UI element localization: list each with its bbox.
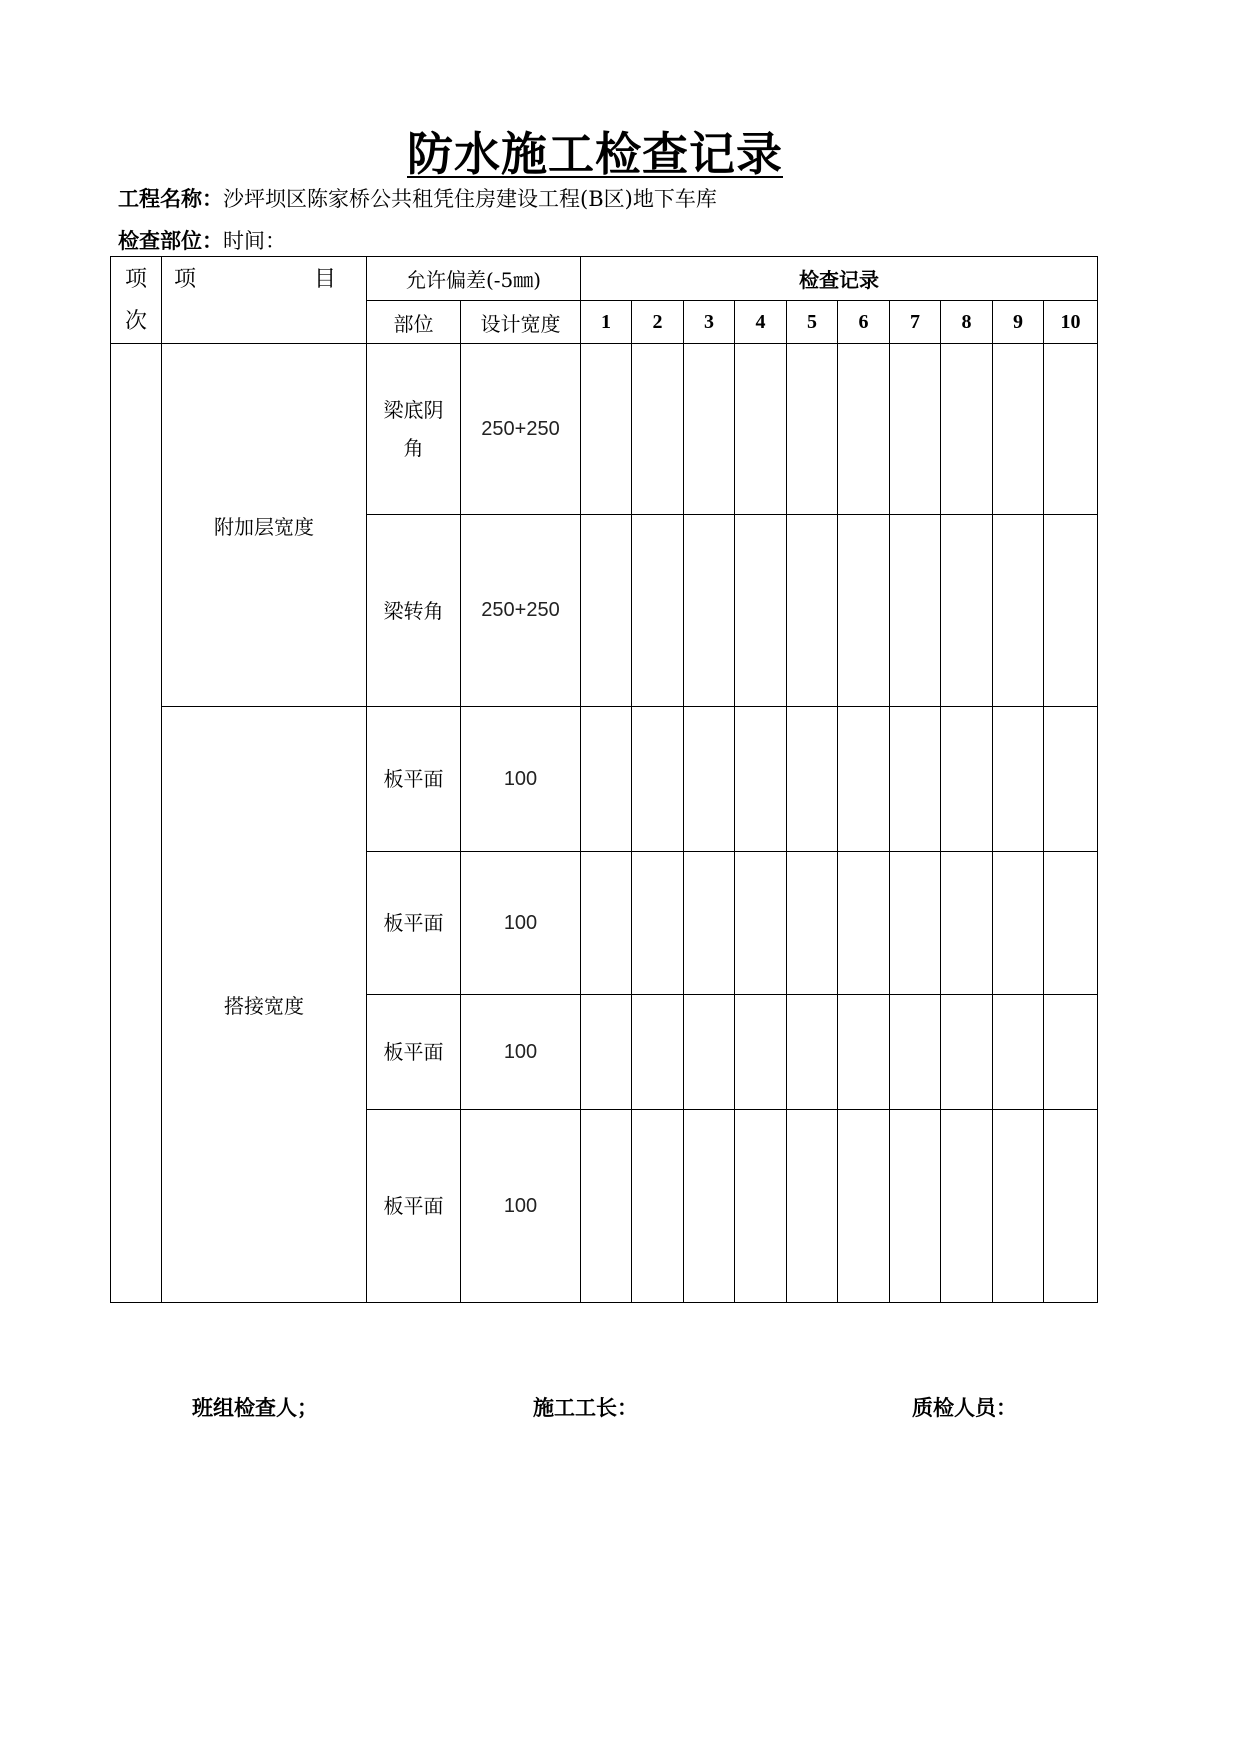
record-cell[interactable] <box>1044 995 1098 1110</box>
table-row <box>111 707 1098 852</box>
record-cell[interactable] <box>787 707 838 852</box>
design-width-cell: 250+250 <box>461 515 581 707</box>
record-number-6: 6 <box>838 301 890 344</box>
record-cell[interactable] <box>787 852 838 995</box>
record-cell[interactable] <box>632 995 684 1110</box>
header-check-record: 检查记录 <box>581 257 1098 301</box>
document-title <box>0 118 1190 184</box>
record-number-9: 9 <box>993 301 1044 344</box>
record-cell[interactable] <box>838 515 890 707</box>
part-cell: 板平面 <box>367 707 461 852</box>
record-number-3: 3 <box>684 301 735 344</box>
record-number-10: 10 <box>1044 301 1098 344</box>
design-width-cell: 100 <box>461 995 581 1110</box>
record-cell[interactable] <box>632 1110 684 1303</box>
project-value: 沙坪坝区陈家桥公共租凭住房建设工程(B区)地下车库 <box>223 187 717 211</box>
record-number-7: 7 <box>890 301 941 344</box>
record-cell[interactable] <box>735 344 787 515</box>
record-cell[interactable] <box>1044 344 1098 515</box>
design-width-cell: 100 <box>461 852 581 995</box>
record-cell[interactable] <box>632 515 684 707</box>
record-cell[interactable] <box>993 707 1044 852</box>
location-line <box>118 225 286 255</box>
inspection-table <box>110 256 1098 1303</box>
record-cell[interactable] <box>993 344 1044 515</box>
record-number-8: 8 <box>941 301 993 344</box>
record-cell[interactable] <box>581 995 632 1110</box>
record-cell[interactable] <box>735 995 787 1110</box>
group-name: 搭接宽度 <box>162 707 367 1303</box>
foreman-label: 施工工长： <box>533 1395 638 1420</box>
record-cell[interactable] <box>632 852 684 995</box>
record-cell[interactable] <box>838 707 890 852</box>
record-cell[interactable] <box>787 515 838 707</box>
record-cell[interactable] <box>890 515 941 707</box>
time-label: 时间： <box>223 229 286 253</box>
record-cell[interactable] <box>941 515 993 707</box>
record-cell[interactable] <box>684 515 735 707</box>
record-cell[interactable] <box>735 707 787 852</box>
record-number-2: 2 <box>632 301 684 344</box>
record-cell[interactable] <box>581 515 632 707</box>
record-cell[interactable] <box>838 1110 890 1303</box>
record-cell[interactable] <box>838 995 890 1110</box>
record-number-4: 4 <box>735 301 787 344</box>
record-cell[interactable] <box>1044 1110 1098 1303</box>
design-width-cell: 250+250 <box>461 344 581 515</box>
header-part: 部位 <box>367 301 461 344</box>
record-cell[interactable] <box>632 707 684 852</box>
xiangci-cell <box>111 344 162 1303</box>
record-cell[interactable] <box>993 515 1044 707</box>
title-text: 防水施工检查记录 <box>407 127 783 181</box>
part-line: 角 <box>403 436 424 460</box>
record-cell[interactable] <box>890 1110 941 1303</box>
header-item-left: 项 <box>174 267 197 292</box>
table-row <box>111 344 1098 515</box>
record-cell[interactable] <box>581 707 632 852</box>
quality-inspector-label: 质检人员： <box>912 1395 1017 1420</box>
header-xiangci-char: 项 <box>124 267 147 292</box>
design-width-cell: 100 <box>461 707 581 852</box>
record-cell[interactable] <box>581 344 632 515</box>
record-cell[interactable] <box>993 995 1044 1110</box>
record-cell[interactable] <box>1044 852 1098 995</box>
part-line: 梁底阴 <box>383 398 444 422</box>
record-cell[interactable] <box>838 852 890 995</box>
part-cell: 梁转角 <box>367 515 461 707</box>
record-cell[interactable] <box>581 852 632 995</box>
part-cell <box>367 344 461 515</box>
record-number-1: 1 <box>581 301 632 344</box>
part-cell: 板平面 <box>367 995 461 1110</box>
record-cell[interactable] <box>941 344 993 515</box>
record-cell[interactable] <box>735 515 787 707</box>
team-inspector-label: 班组检查人； <box>192 1395 318 1420</box>
record-cell[interactable] <box>787 1110 838 1303</box>
record-cell[interactable] <box>735 1110 787 1303</box>
part-cell: 板平面 <box>367 852 461 995</box>
record-cell[interactable] <box>890 344 941 515</box>
record-cell[interactable] <box>993 1110 1044 1303</box>
record-cell[interactable] <box>941 995 993 1110</box>
record-cell[interactable] <box>993 852 1044 995</box>
record-cell[interactable] <box>787 995 838 1110</box>
record-cell[interactable] <box>890 852 941 995</box>
record-cell[interactable] <box>890 707 941 852</box>
header-xiangci <box>111 257 162 344</box>
header-tolerance: 允许偏差(-5㎜) <box>367 257 581 301</box>
record-cell[interactable] <box>684 852 735 995</box>
record-cell[interactable] <box>941 1110 993 1303</box>
record-cell[interactable] <box>632 344 684 515</box>
record-cell[interactable] <box>684 995 735 1110</box>
project-label: 工程名称： <box>118 186 223 211</box>
record-cell[interactable] <box>1044 707 1098 852</box>
record-cell[interactable] <box>1044 515 1098 707</box>
record-cell[interactable] <box>941 707 993 852</box>
record-cell[interactable] <box>890 995 941 1110</box>
location-label: 检查部位： <box>118 228 223 253</box>
record-cell[interactable] <box>684 1110 735 1303</box>
header-design-width: 设计宽度 <box>461 301 581 344</box>
record-cell[interactable] <box>684 344 735 515</box>
header-item-right: 目 <box>313 267 336 292</box>
record-cell[interactable] <box>838 344 890 515</box>
part-cell: 板平面 <box>367 1110 461 1303</box>
group-name: 附加层宽度 <box>162 344 367 707</box>
header-xiangci-text <box>111 257 161 343</box>
record-cell[interactable] <box>735 852 787 995</box>
design-width-cell: 100 <box>461 1110 581 1303</box>
record-cell[interactable] <box>581 1110 632 1303</box>
record-number-5: 5 <box>787 301 838 344</box>
record-cell[interactable] <box>787 344 838 515</box>
header-item <box>162 257 367 344</box>
project-line <box>118 183 717 213</box>
header-xiangci-char: 次 <box>124 309 147 334</box>
record-cell[interactable] <box>684 707 735 852</box>
record-cell[interactable] <box>941 852 993 995</box>
